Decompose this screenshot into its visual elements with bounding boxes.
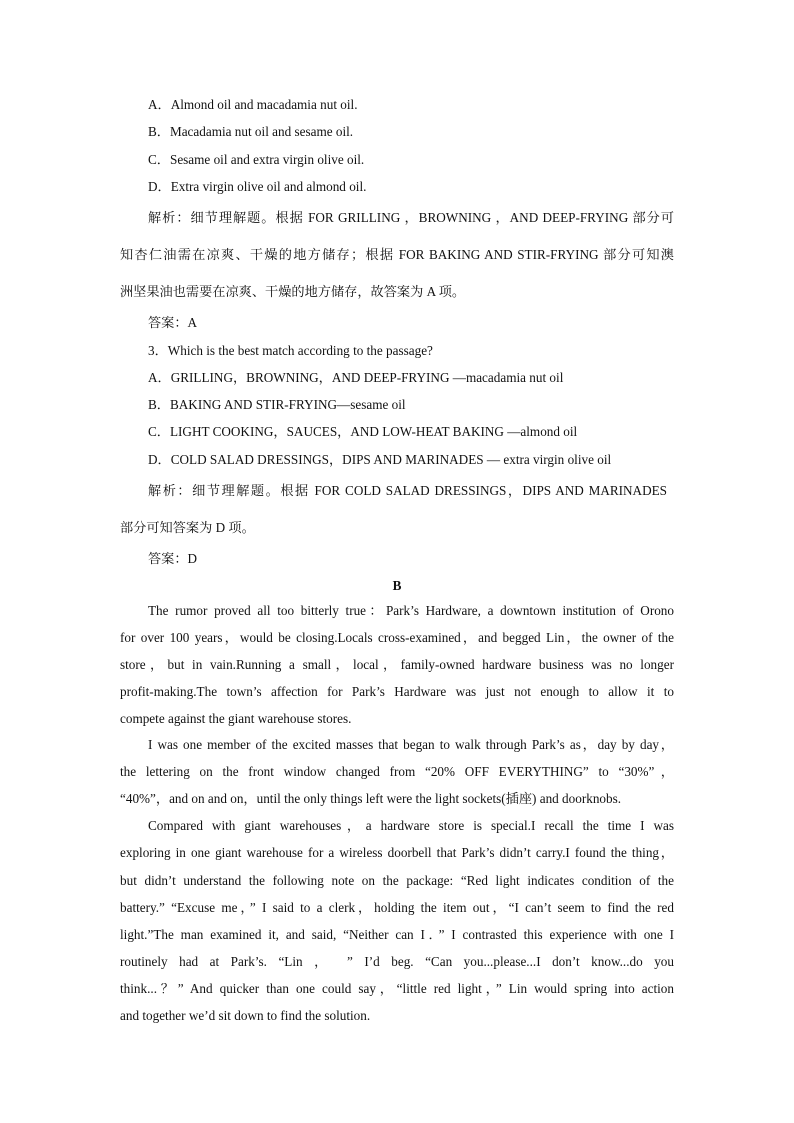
q2-explanation-line: 解析：细节理解题。根据 FOR GRILLING ，BROWNING ，AND DEEP-FRYING 部分可: [148, 210, 674, 225]
paragraph-line: Compared with giant warehouses，a hardware store is special.I recall the time I was: [148, 818, 674, 833]
q3-option-a: A．GRILLING，BROWNING，AND DEEP-FRYING —macadamia nut oil: [148, 370, 564, 385]
q3-answer: 答案：D: [148, 551, 198, 566]
paragraph-line: think...？” And quicker than one could say，“little red light，” Lin would spring into action: [120, 981, 674, 996]
paragraph-line: exploring in one giant warehouse for a wireless doorbell that Park’s didn’t carry.I found the thing，: [120, 845, 674, 860]
paragraph-line: the lettering on the front window changed from “20% OFF EVERYTHING” to “30%”，: [120, 764, 674, 779]
q3-explanation-line: 解析：细节理解题。根据 FOR COLD SALAD DRESSINGS，DIPS AND MARINADES: [148, 483, 667, 498]
q2-option-d: D．Extra virgin olive oil and almond oil.: [148, 179, 367, 194]
q2-explanation-line: 洲坚果油也需要在凉爽、干燥的地方储存，故答案为 A 项。: [120, 284, 466, 299]
paragraph-line: but didn’t understand the following note on the package: “Red light indicates condition of the: [120, 873, 674, 888]
paragraph-line: and together we’d sit down to find the solution.: [120, 1008, 371, 1023]
q2-explanation-line: 知杏仁油需在凉爽、干燥的地方储存；根据 FOR BAKING AND STIR-FRYING 部分可知澳: [120, 247, 674, 262]
paragraph-line: battery.” “Excuse me，” I said to a clerk，holding the item out，“I can’t seem to find the red: [120, 900, 674, 915]
q2-option-b: B．Macadamia nut oil and sesame oil.: [148, 124, 354, 139]
paragraph-line: The rumor proved all too bitterly true：Park’s Hardware, a downtown institution of Orono: [148, 603, 674, 618]
paragraph-line: for over 100 years，would be closing.Locals cross-examined，and begged Lin，the owner of the: [120, 630, 674, 645]
paragraph-line: routinely had at Park’s. “Lin ， ” I’d beg. “Can you...please...I don’t know...do you: [120, 954, 674, 969]
q3-option-b: B．BAKING AND STIR-FRYING—sesame oil: [148, 397, 406, 412]
paragraph-line: profit-making.The town’s affection for Park’s Hardware was just not enough to allow it to: [120, 684, 674, 699]
paragraph-line: light.”The man examined it, and said, “Neither can I．” I contrasted this experience with one I: [120, 927, 674, 942]
paragraph-line: compete against the giant warehouse stores.: [120, 711, 352, 726]
q2-option-a: A．Almond oil and macadamia nut oil.: [148, 97, 358, 112]
q3-option-c: C．LIGHT COOKING，SAUCES，AND LOW-HEAT BAKING —almond oil: [148, 424, 578, 439]
q3-option-d: D．COLD SALAD DRESSINGS，DIPS AND MARINADES — extra virgin olive oil: [148, 452, 612, 467]
q2-answer: 答案：A: [148, 315, 198, 330]
q2-option-c: C．Sesame oil and extra virgin olive oil.: [148, 152, 365, 167]
q3-explanation-line: 部分可知答案为 D 项。: [120, 520, 255, 535]
paragraph-line: “40%”，and on and on，until the only things left were the light sockets(插座) and doorknobs.: [120, 791, 622, 806]
section-heading: B: [392, 578, 402, 593]
paragraph-line: I was one member of the excited masses that began to walk through Park’s as，day by day，: [148, 737, 674, 752]
q3-question: 3．Which is the best match according to the passage?: [148, 343, 433, 358]
paragraph-line: store，but in vain.Running a small，local，family-owned hardware business was no longer: [120, 657, 674, 672]
